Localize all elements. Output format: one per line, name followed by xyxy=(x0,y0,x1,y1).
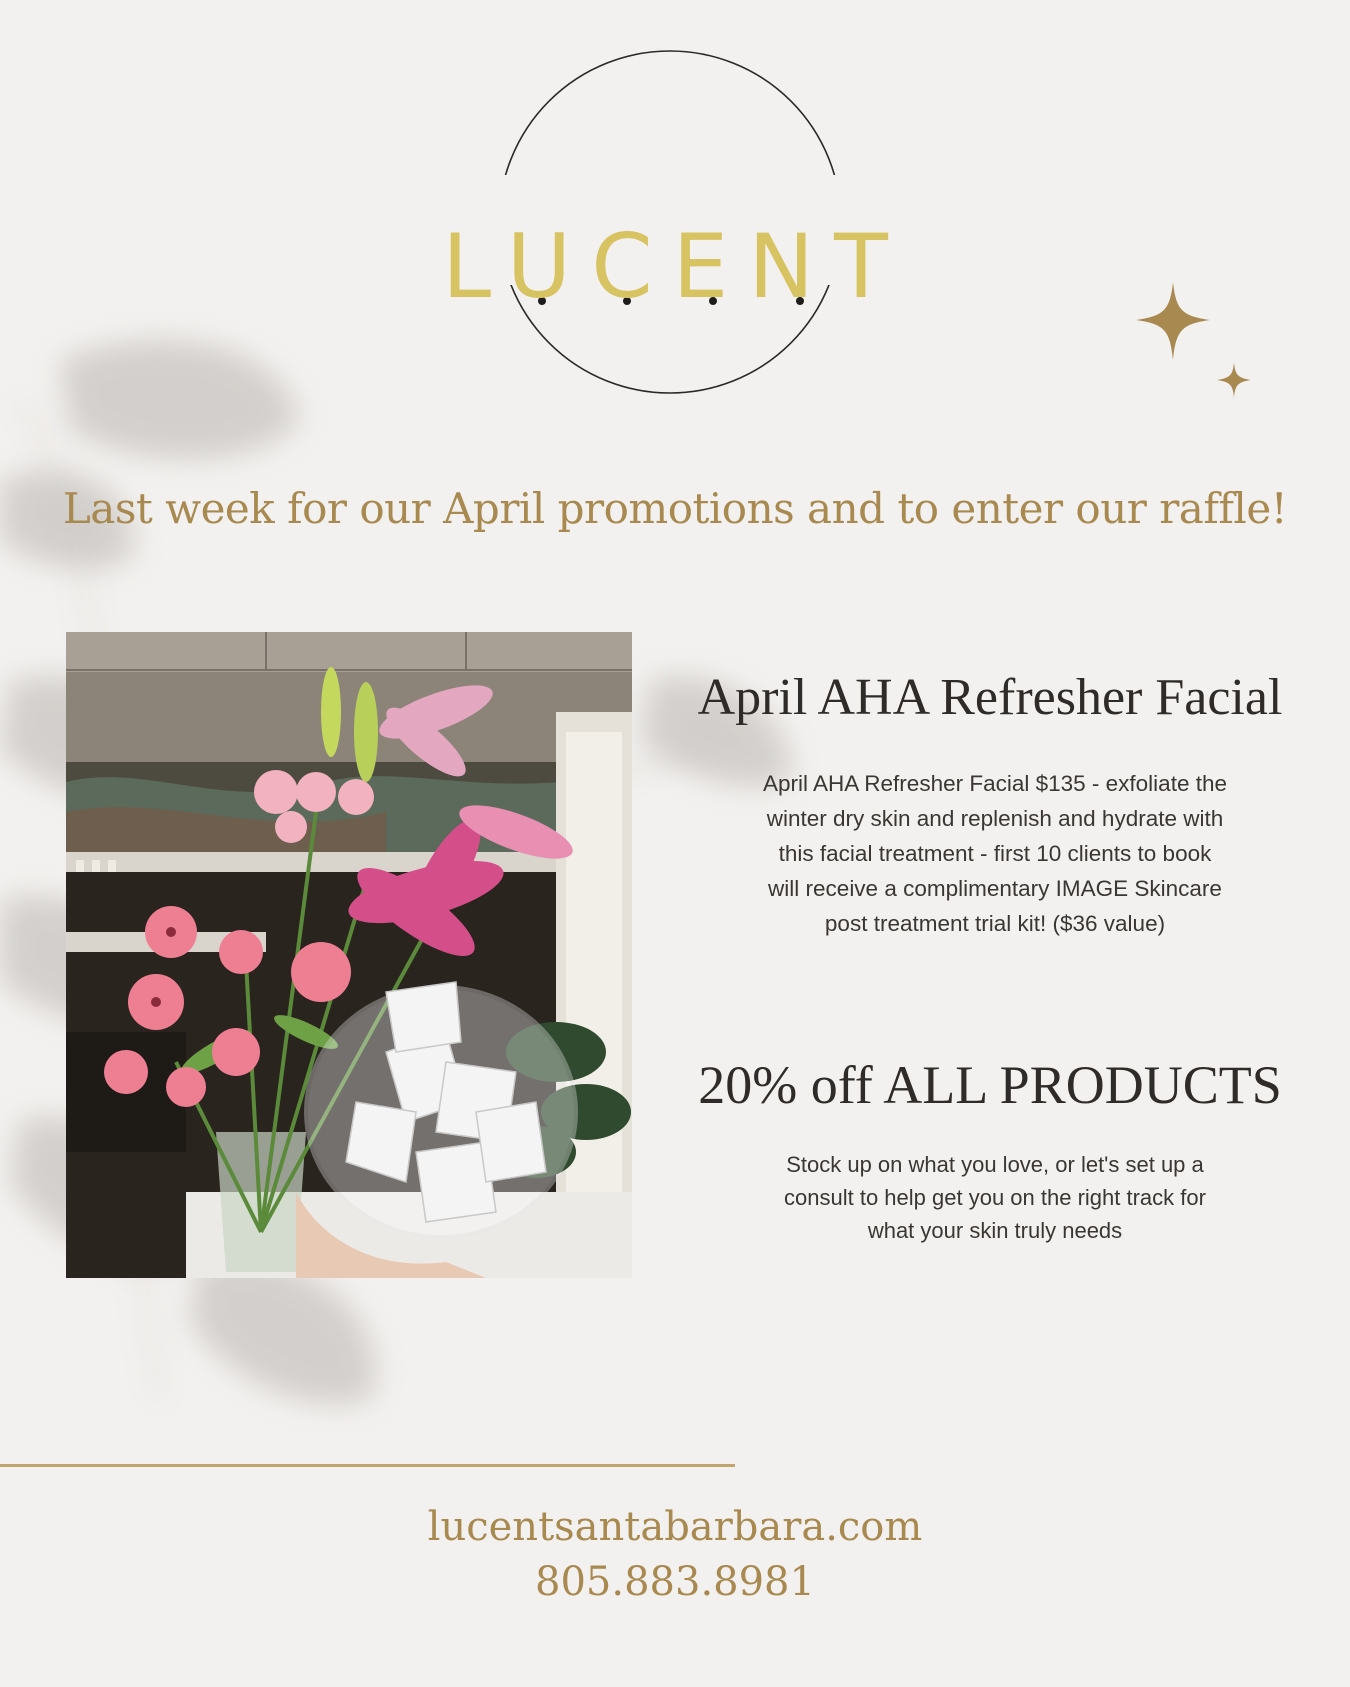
promo-photo xyxy=(66,632,632,1278)
page-headline: Last week for our April promotions and to enter our raffle! xyxy=(62,484,1288,533)
footer-divider xyxy=(0,1464,735,1467)
promo-products-description xyxy=(700,1148,1290,1247)
promo-facial-line: post treatment trial kit! ($36 value) xyxy=(824,911,1166,936)
promo-products-line: Stock up on what you love, or let's set up a xyxy=(786,1152,1204,1177)
promo-products-line: consult to help get you on the right track for xyxy=(784,1185,1206,1210)
logo-wordmark: LUCENT xyxy=(442,215,908,318)
footer-website-link[interactable]: lucentsantabarbara.com xyxy=(427,1504,923,1550)
promo-facial-line: will receive a complimentary IMAGE Skincare xyxy=(768,876,1222,901)
footer-phone-number[interactable]: 805.883.8981 xyxy=(535,1559,815,1605)
sparkle-icon xyxy=(1130,280,1260,405)
promo-facial-title: April AHA Refresher Facial xyxy=(697,669,1283,726)
promo-products-line: what your skin truly needs xyxy=(867,1218,1123,1243)
promo-facial-line: this facial treatment - first 10 clients to book xyxy=(778,841,1212,866)
promo-facial-description xyxy=(700,766,1290,941)
promo-facial-line: April AHA Refresher Facial $135 - exfoliate the xyxy=(763,771,1227,796)
promo-facial-line: winter dry skin and replenish and hydrate with xyxy=(766,806,1224,831)
brand-logo xyxy=(415,45,935,400)
promo-products-title: 20% off ALL PRODUCTS xyxy=(698,1055,1282,1115)
